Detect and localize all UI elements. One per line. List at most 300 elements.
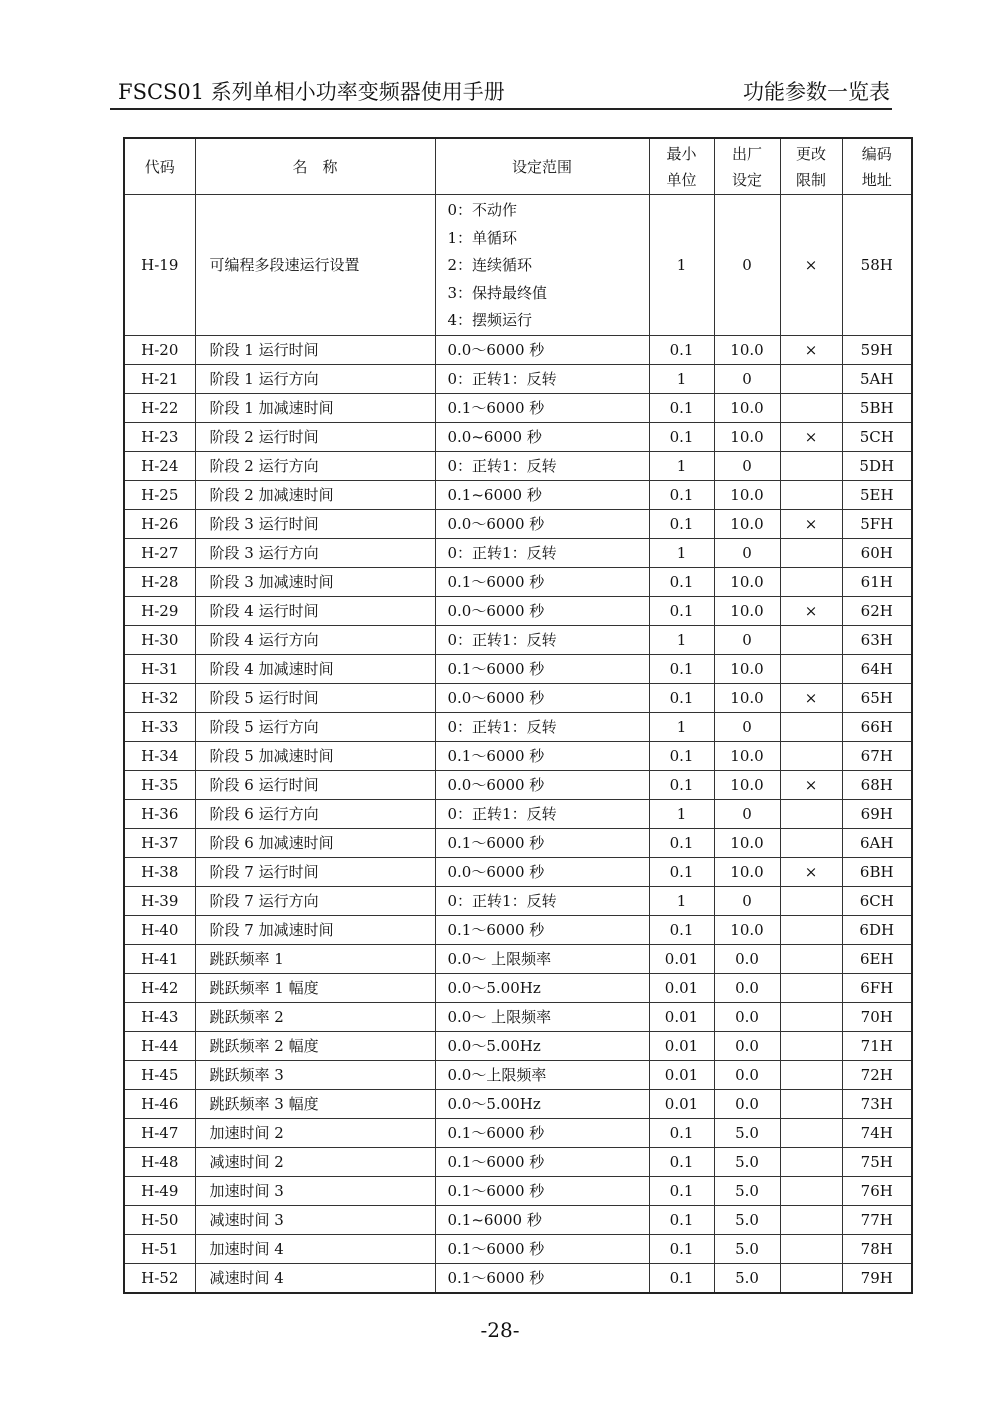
range-value: 0：正转 xyxy=(447,631,503,649)
cell-limit: × xyxy=(780,195,842,336)
cell-min-unit: 0.1 xyxy=(649,770,714,799)
table-row xyxy=(124,1205,912,1234)
header-min-unit-line2: 单位 xyxy=(666,170,697,189)
cell-range xyxy=(435,596,649,625)
table-row xyxy=(124,1234,912,1263)
header-limit-line1: 更改 xyxy=(795,144,826,163)
cell-name: 跳跃频率 1 幅度 xyxy=(195,973,435,1002)
cell-limit xyxy=(780,973,842,1002)
cell-code: H-19 xyxy=(124,195,195,336)
cell-min-unit: 0.1 xyxy=(649,596,714,625)
header-factory-line2: 设定 xyxy=(731,170,762,189)
header-addr-line1: 编码 xyxy=(861,144,892,163)
cell-name: 加速时间 3 xyxy=(195,1176,435,1205)
range-value: 0.0～6000 秒 xyxy=(447,863,545,881)
cell-range xyxy=(435,828,649,857)
cell-min-unit: 1 xyxy=(649,712,714,741)
cell-code: H-26 xyxy=(124,509,195,538)
cell-factory: 0 xyxy=(714,364,780,393)
cell-limit xyxy=(780,1205,842,1234)
cell-name: 阶段 6 运行方向 xyxy=(195,799,435,828)
cell-range xyxy=(435,915,649,944)
cell-addr: 5DH xyxy=(842,451,912,480)
header-code: 代码 xyxy=(124,138,195,195)
cell-code: H-43 xyxy=(124,1002,195,1031)
cell-factory: 10.0 xyxy=(714,596,780,625)
cell-name: 阶段 1 运行时间 xyxy=(195,335,435,364)
cell-code: H-51 xyxy=(124,1234,195,1263)
cell-factory: 10.0 xyxy=(714,741,780,770)
cell-limit: × xyxy=(780,770,842,799)
cell-addr: 72H xyxy=(842,1060,912,1089)
table-row xyxy=(124,1031,912,1060)
cell-factory: 5.0 xyxy=(714,1263,780,1293)
range-value: 0：正转 xyxy=(447,892,503,910)
cell-addr: 77H xyxy=(842,1205,912,1234)
cell-min-unit: 0.1 xyxy=(649,654,714,683)
table-row xyxy=(124,451,912,480)
header-min-unit-line1: 最小 xyxy=(666,144,697,163)
cell-range xyxy=(435,393,649,422)
cell-range xyxy=(435,364,649,393)
cell-range xyxy=(435,1089,649,1118)
cell-factory: 10.0 xyxy=(714,654,780,683)
cell-addr: 6FH xyxy=(842,973,912,1002)
cell-addr: 5CH xyxy=(842,422,912,451)
range-value: 0.1～6000 秒 xyxy=(447,1269,545,1287)
cell-range xyxy=(435,1031,649,1060)
cell-min-unit: 0.01 xyxy=(649,1060,714,1089)
cell-addr: 76H xyxy=(842,1176,912,1205)
cell-factory: 10.0 xyxy=(714,335,780,364)
cell-addr: 64H xyxy=(842,654,912,683)
cell-factory: 0 xyxy=(714,195,780,336)
cell-range xyxy=(435,886,649,915)
cell-min-unit: 0.01 xyxy=(649,944,714,973)
range-value: 0.1～6000 秒 xyxy=(447,573,545,591)
cell-limit xyxy=(780,1176,842,1205)
parameter-table xyxy=(123,137,913,1294)
cell-factory: 0 xyxy=(714,712,780,741)
cell-name: 减速时间 2 xyxy=(195,1147,435,1176)
cell-factory: 0 xyxy=(714,451,780,480)
cell-code: H-22 xyxy=(124,393,195,422)
cell-addr: 74H xyxy=(842,1118,912,1147)
range-value-alt: 1：反转 xyxy=(502,892,557,910)
range-value: 0.0～5.00Hz xyxy=(447,979,541,997)
cell-code: H-28 xyxy=(124,567,195,596)
cell-name: 阶段 1 运行方向 xyxy=(195,364,435,393)
range-value: 0：正转 xyxy=(447,544,503,562)
cell-range xyxy=(435,1060,649,1089)
cell-name: 阶段 3 运行方向 xyxy=(195,538,435,567)
cell-addr: 58H xyxy=(842,195,912,336)
cell-min-unit: 0.1 xyxy=(649,741,714,770)
cell-addr: 63H xyxy=(842,625,912,654)
range-value: 0.1~6000 秒 xyxy=(447,486,542,504)
cell-name: 阶段 4 运行方向 xyxy=(195,625,435,654)
table-row xyxy=(124,712,912,741)
cell-code: H-38 xyxy=(124,857,195,886)
cell-limit xyxy=(780,1147,842,1176)
table-row xyxy=(124,422,912,451)
range-value-alt: 1：反转 xyxy=(502,544,557,562)
cell-name: 阶段 4 运行时间 xyxy=(195,596,435,625)
cell-limit: × xyxy=(780,335,842,364)
cell-addr: 70H xyxy=(842,1002,912,1031)
cell-code: H-23 xyxy=(124,422,195,451)
cell-addr: 65H xyxy=(842,683,912,712)
cell-name: 阶段 6 加减速时间 xyxy=(195,828,435,857)
cell-factory: 0.0 xyxy=(714,1031,780,1060)
cell-factory: 10.0 xyxy=(714,857,780,886)
range-value: 0.0～上限频率 xyxy=(447,1066,547,1084)
cell-factory: 0.0 xyxy=(714,973,780,1002)
table-row xyxy=(124,973,912,1002)
cell-range xyxy=(435,625,649,654)
cell-limit xyxy=(780,1002,842,1031)
cell-range xyxy=(435,654,649,683)
range-value: 0.1～6000 秒 xyxy=(447,399,545,417)
section-title: 功能参数一览表 xyxy=(743,80,890,104)
cell-limit: × xyxy=(780,596,842,625)
range-value: 0.0～ 上限频率 xyxy=(447,1008,552,1026)
header-range: 设定范围 xyxy=(435,138,649,195)
cell-addr: 5FH xyxy=(842,509,912,538)
cell-min-unit: 1 xyxy=(649,364,714,393)
cell-factory: 10.0 xyxy=(714,683,780,712)
cell-factory: 5.0 xyxy=(714,1205,780,1234)
header-limit-line2: 限制 xyxy=(795,170,826,189)
cell-name: 阶段 1 加减速时间 xyxy=(195,393,435,422)
cell-code: H-47 xyxy=(124,1118,195,1147)
cell-addr: 75H xyxy=(842,1147,912,1176)
cell-min-unit: 1 xyxy=(649,538,714,567)
cell-min-unit: 0.1 xyxy=(649,422,714,451)
cell-range xyxy=(435,944,649,973)
range-option: 0：不动作 xyxy=(447,201,518,219)
range-value: 0.1～6000 秒 xyxy=(447,660,545,678)
range-value: 0.1～6000 秒 xyxy=(447,747,545,765)
cell-min-unit: 0.01 xyxy=(649,1089,714,1118)
cell-name: 跳跃频率 3 xyxy=(195,1060,435,1089)
table-row xyxy=(124,625,912,654)
cell-min-unit: 0.1 xyxy=(649,509,714,538)
cell-range xyxy=(435,1002,649,1031)
cell-factory: 10.0 xyxy=(714,770,780,799)
cell-range xyxy=(435,567,649,596)
cell-limit: × xyxy=(780,857,842,886)
table-row xyxy=(124,857,912,886)
table-row xyxy=(124,1176,912,1205)
cell-addr: 6DH xyxy=(842,915,912,944)
table-row xyxy=(124,683,912,712)
cell-name: 阶段 4 加减速时间 xyxy=(195,654,435,683)
cell-code: H-45 xyxy=(124,1060,195,1089)
cell-min-unit: 0.1 xyxy=(649,335,714,364)
cell-addr: 66H xyxy=(842,712,912,741)
cell-code: H-36 xyxy=(124,799,195,828)
cell-range xyxy=(435,1205,649,1234)
table-row xyxy=(124,915,912,944)
cell-limit xyxy=(780,567,842,596)
cell-factory: 10.0 xyxy=(714,480,780,509)
cell-limit xyxy=(780,1118,842,1147)
cell-name: 阶段 7 加减速时间 xyxy=(195,915,435,944)
cell-limit xyxy=(780,741,842,770)
cell-limit xyxy=(780,886,842,915)
cell-min-unit: 0.1 xyxy=(649,1118,714,1147)
cell-min-unit: 0.1 xyxy=(649,480,714,509)
cell-range xyxy=(435,741,649,770)
cell-min-unit: 1 xyxy=(649,799,714,828)
header-factory xyxy=(714,138,780,195)
cell-addr: 5EH xyxy=(842,480,912,509)
table-row xyxy=(124,1118,912,1147)
header-factory-line1: 出厂 xyxy=(731,144,762,163)
range-value: 0.1～6000 秒 xyxy=(447,1182,545,1200)
range-option: 4：摆频运行 xyxy=(447,311,533,329)
cell-factory: 0.0 xyxy=(714,1060,780,1089)
cell-name: 减速时间 4 xyxy=(195,1263,435,1293)
cell-range xyxy=(435,1234,649,1263)
cell-name: 阶段 3 加减速时间 xyxy=(195,567,435,596)
range-value: 0.0～6000 秒 xyxy=(447,515,545,533)
cell-code: H-48 xyxy=(124,1147,195,1176)
cell-min-unit: 0.01 xyxy=(649,973,714,1002)
cell-range xyxy=(435,1263,649,1293)
cell-code: H-24 xyxy=(124,451,195,480)
cell-addr: 71H xyxy=(842,1031,912,1060)
cell-min-unit: 1 xyxy=(649,451,714,480)
header-name: 名 称 xyxy=(195,138,435,195)
range-value: 0.1～6000 秒 xyxy=(447,1124,545,1142)
range-value-alt: 1：反转 xyxy=(502,718,557,736)
range-value: 0：正转 xyxy=(447,718,503,736)
range-option: 3：保持最终值 xyxy=(447,283,548,302)
cell-code: H-20 xyxy=(124,335,195,364)
cell-code: H-31 xyxy=(124,654,195,683)
table-row xyxy=(124,1263,912,1293)
range-value: 0.1～6000 秒 xyxy=(447,1240,545,1258)
header-addr-line2: 地址 xyxy=(861,170,892,189)
cell-addr: 78H xyxy=(842,1234,912,1263)
cell-factory: 0 xyxy=(714,799,780,828)
cell-factory: 10.0 xyxy=(714,915,780,944)
cell-addr: 68H xyxy=(842,770,912,799)
cell-name: 阶段 5 运行时间 xyxy=(195,683,435,712)
range-option: 1：单循环 xyxy=(447,228,518,247)
table-row xyxy=(124,1002,912,1031)
header-limit xyxy=(780,138,842,195)
cell-factory: 5.0 xyxy=(714,1176,780,1205)
cell-addr: 67H xyxy=(842,741,912,770)
table-row xyxy=(124,335,912,364)
cell-limit xyxy=(780,1060,842,1089)
cell-factory: 0.0 xyxy=(714,944,780,973)
cell-range xyxy=(435,195,649,336)
cell-limit xyxy=(780,625,842,654)
table-row xyxy=(124,195,912,336)
cell-limit xyxy=(780,828,842,857)
cell-min-unit: 1 xyxy=(649,195,714,336)
cell-code: H-30 xyxy=(124,625,195,654)
header-addr xyxy=(842,138,912,195)
cell-range xyxy=(435,335,649,364)
table-row xyxy=(124,393,912,422)
cell-addr: 6BH xyxy=(842,857,912,886)
cell-code: H-32 xyxy=(124,683,195,712)
table-row xyxy=(124,944,912,973)
table-row xyxy=(124,770,912,799)
cell-limit xyxy=(780,480,842,509)
cell-addr: 62H xyxy=(842,596,912,625)
table-row xyxy=(124,567,912,596)
header-divider xyxy=(110,108,892,110)
range-option: 2：连续循环 xyxy=(447,256,533,274)
table-row xyxy=(124,886,912,915)
cell-addr: 79H xyxy=(842,1263,912,1293)
cell-code: H-27 xyxy=(124,538,195,567)
cell-limit xyxy=(780,1089,842,1118)
cell-name: 阶段 3 运行时间 xyxy=(195,509,435,538)
cell-range xyxy=(435,1147,649,1176)
cell-name: 跳跃频率 1 xyxy=(195,944,435,973)
cell-factory: 5.0 xyxy=(714,1118,780,1147)
page-number: -28- xyxy=(480,1318,520,1342)
cell-limit: × xyxy=(780,422,842,451)
table-header-row xyxy=(124,138,912,195)
cell-addr: 5AH xyxy=(842,364,912,393)
cell-range xyxy=(435,683,649,712)
header-min-unit xyxy=(649,138,714,195)
cell-min-unit: 1 xyxy=(649,625,714,654)
cell-limit xyxy=(780,799,842,828)
range-option-list xyxy=(448,195,649,335)
cell-name: 阶段 2 运行方向 xyxy=(195,451,435,480)
table-row xyxy=(124,799,912,828)
cell-code: H-46 xyxy=(124,1089,195,1118)
table-row xyxy=(124,596,912,625)
cell-factory: 0 xyxy=(714,886,780,915)
cell-limit xyxy=(780,364,842,393)
cell-addr: 60H xyxy=(842,538,912,567)
cell-min-unit: 0.1 xyxy=(649,1205,714,1234)
range-value: 0.1~6000 秒 xyxy=(447,1211,542,1229)
cell-limit xyxy=(780,654,842,683)
table-row xyxy=(124,509,912,538)
cell-name: 跳跃频率 2 幅度 xyxy=(195,1031,435,1060)
range-value: 0.1～6000 秒 xyxy=(447,1153,545,1171)
range-value: 0.0～ 上限频率 xyxy=(447,950,552,968)
table-row xyxy=(124,654,912,683)
cell-min-unit: 0.1 xyxy=(649,857,714,886)
cell-range xyxy=(435,480,649,509)
range-value: 0.0~6000 秒 xyxy=(447,428,542,446)
cell-name: 阶段 7 运行时间 xyxy=(195,857,435,886)
cell-min-unit: 0.1 xyxy=(649,915,714,944)
cell-addr: 6EH xyxy=(842,944,912,973)
cell-limit xyxy=(780,451,842,480)
cell-limit xyxy=(780,915,842,944)
cell-code: H-50 xyxy=(124,1205,195,1234)
range-value-alt: 1：反转 xyxy=(502,457,557,475)
range-value-alt: 1：反转 xyxy=(502,631,557,649)
cell-addr: 6AH xyxy=(842,828,912,857)
cell-limit xyxy=(780,538,842,567)
table-row xyxy=(124,480,912,509)
range-value: 0：正转 xyxy=(447,805,503,823)
cell-code: H-39 xyxy=(124,886,195,915)
table-row xyxy=(124,1089,912,1118)
cell-range xyxy=(435,770,649,799)
cell-range xyxy=(435,857,649,886)
cell-range xyxy=(435,799,649,828)
table-row xyxy=(124,1060,912,1089)
cell-name: 阶段 5 运行方向 xyxy=(195,712,435,741)
range-value-alt: 1：反转 xyxy=(502,370,557,388)
cell-code: H-52 xyxy=(124,1263,195,1293)
cell-addr: 5BH xyxy=(842,393,912,422)
cell-factory: 10.0 xyxy=(714,567,780,596)
cell-factory: 10.0 xyxy=(714,509,780,538)
cell-name: 阶段 5 加减速时间 xyxy=(195,741,435,770)
cell-addr: 59H xyxy=(842,335,912,364)
cell-min-unit: 0.01 xyxy=(649,1002,714,1031)
cell-factory: 0.0 xyxy=(714,1089,780,1118)
range-value: 0.0～6000 秒 xyxy=(447,341,545,359)
cell-code: H-21 xyxy=(124,364,195,393)
cell-range xyxy=(435,973,649,1002)
cell-factory: 0 xyxy=(714,538,780,567)
cell-code: H-41 xyxy=(124,944,195,973)
cell-code: H-40 xyxy=(124,915,195,944)
cell-name: 加速时间 2 xyxy=(195,1118,435,1147)
cell-range xyxy=(435,538,649,567)
cell-range xyxy=(435,1176,649,1205)
cell-limit: × xyxy=(780,683,842,712)
range-value-alt: 1：反转 xyxy=(502,805,557,823)
cell-min-unit: 1 xyxy=(649,886,714,915)
cell-name: 阶段 2 运行时间 xyxy=(195,422,435,451)
cell-factory: 5.0 xyxy=(714,1234,780,1263)
range-value: 0.0～5.00Hz xyxy=(447,1037,541,1055)
range-value: 0.1～6000 秒 xyxy=(447,834,545,852)
cell-limit xyxy=(780,712,842,741)
cell-addr: 61H xyxy=(842,567,912,596)
cell-name: 阶段 7 运行方向 xyxy=(195,886,435,915)
cell-code: H-37 xyxy=(124,828,195,857)
table-row xyxy=(124,364,912,393)
cell-range xyxy=(435,1118,649,1147)
range-value: 0.1～6000 秒 xyxy=(447,921,545,939)
range-value: 0：正转 xyxy=(447,457,503,475)
cell-name: 减速时间 3 xyxy=(195,1205,435,1234)
range-value: 0：正转 xyxy=(447,370,503,388)
range-value: 0.0～6000 秒 xyxy=(447,776,545,794)
cell-addr: 69H xyxy=(842,799,912,828)
cell-code: H-49 xyxy=(124,1176,195,1205)
cell-name: 加速时间 4 xyxy=(195,1234,435,1263)
cell-min-unit: 0.1 xyxy=(649,1147,714,1176)
cell-code: H-34 xyxy=(124,741,195,770)
page-header xyxy=(118,76,890,110)
table-row xyxy=(124,741,912,770)
cell-limit xyxy=(780,1031,842,1060)
cell-limit xyxy=(780,944,842,973)
cell-range xyxy=(435,712,649,741)
cell-code: H-44 xyxy=(124,1031,195,1060)
